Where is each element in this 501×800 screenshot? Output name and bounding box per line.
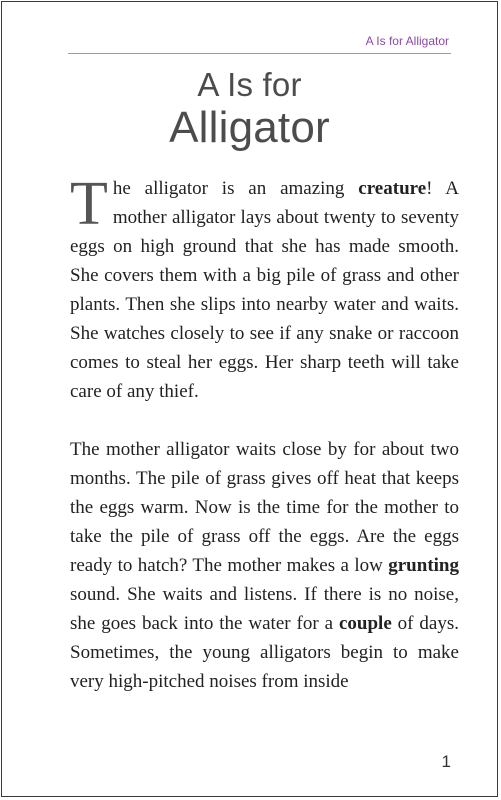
- paragraph-2-text-c: of days. Sometimes, the young alligators begin to make very high-pitched noises from inside: [70, 613, 460, 692]
- paragraph-1-text-b: ! A mother alligator lays about twenty to seventy eggs on high ground that she has made smooth. She covers them with a big pile of grass and other plants. Then she slips into nearby water and waits. She watches closely to see if any snake or raccoon comes to steal her eggs. Her sharp teeth will take care of any thief.: [70, 178, 459, 402]
- paragraph-2-text-b: sound. She waits and listens. If there is no noise, she goes back into the water for a: [70, 584, 459, 634]
- chapter-title-line2: Alligator: [169, 103, 330, 152]
- chapter-title-line1: A Is for: [197, 66, 302, 103]
- running-head: A Is for Alligator: [365, 34, 449, 48]
- header-rule: [68, 53, 451, 54]
- paragraph-1-text-a: he alligator is an amazing: [112, 178, 359, 199]
- vocab-word-couple: couple: [338, 613, 392, 634]
- body-text: [70, 170, 460, 696]
- paragraph-2-text-a: The mother alligator waits close by for about two months. The pile of grass gives off heat that keeps the eggs warm. Now is the time for the mother to take the pile of grass off the eggs. Are the eggs ready to hatch? The mother makes a low: [70, 439, 459, 576]
- page-number: 1: [441, 752, 451, 771]
- paragraph-2: [70, 435, 459, 696]
- vocab-word-creature: creature: [358, 178, 427, 199]
- book-page: [1, 1, 498, 797]
- paragraph-1: [70, 170, 459, 406]
- drop-cap: T: [70, 170, 108, 238]
- vocab-word-grunting: grunting: [388, 555, 459, 576]
